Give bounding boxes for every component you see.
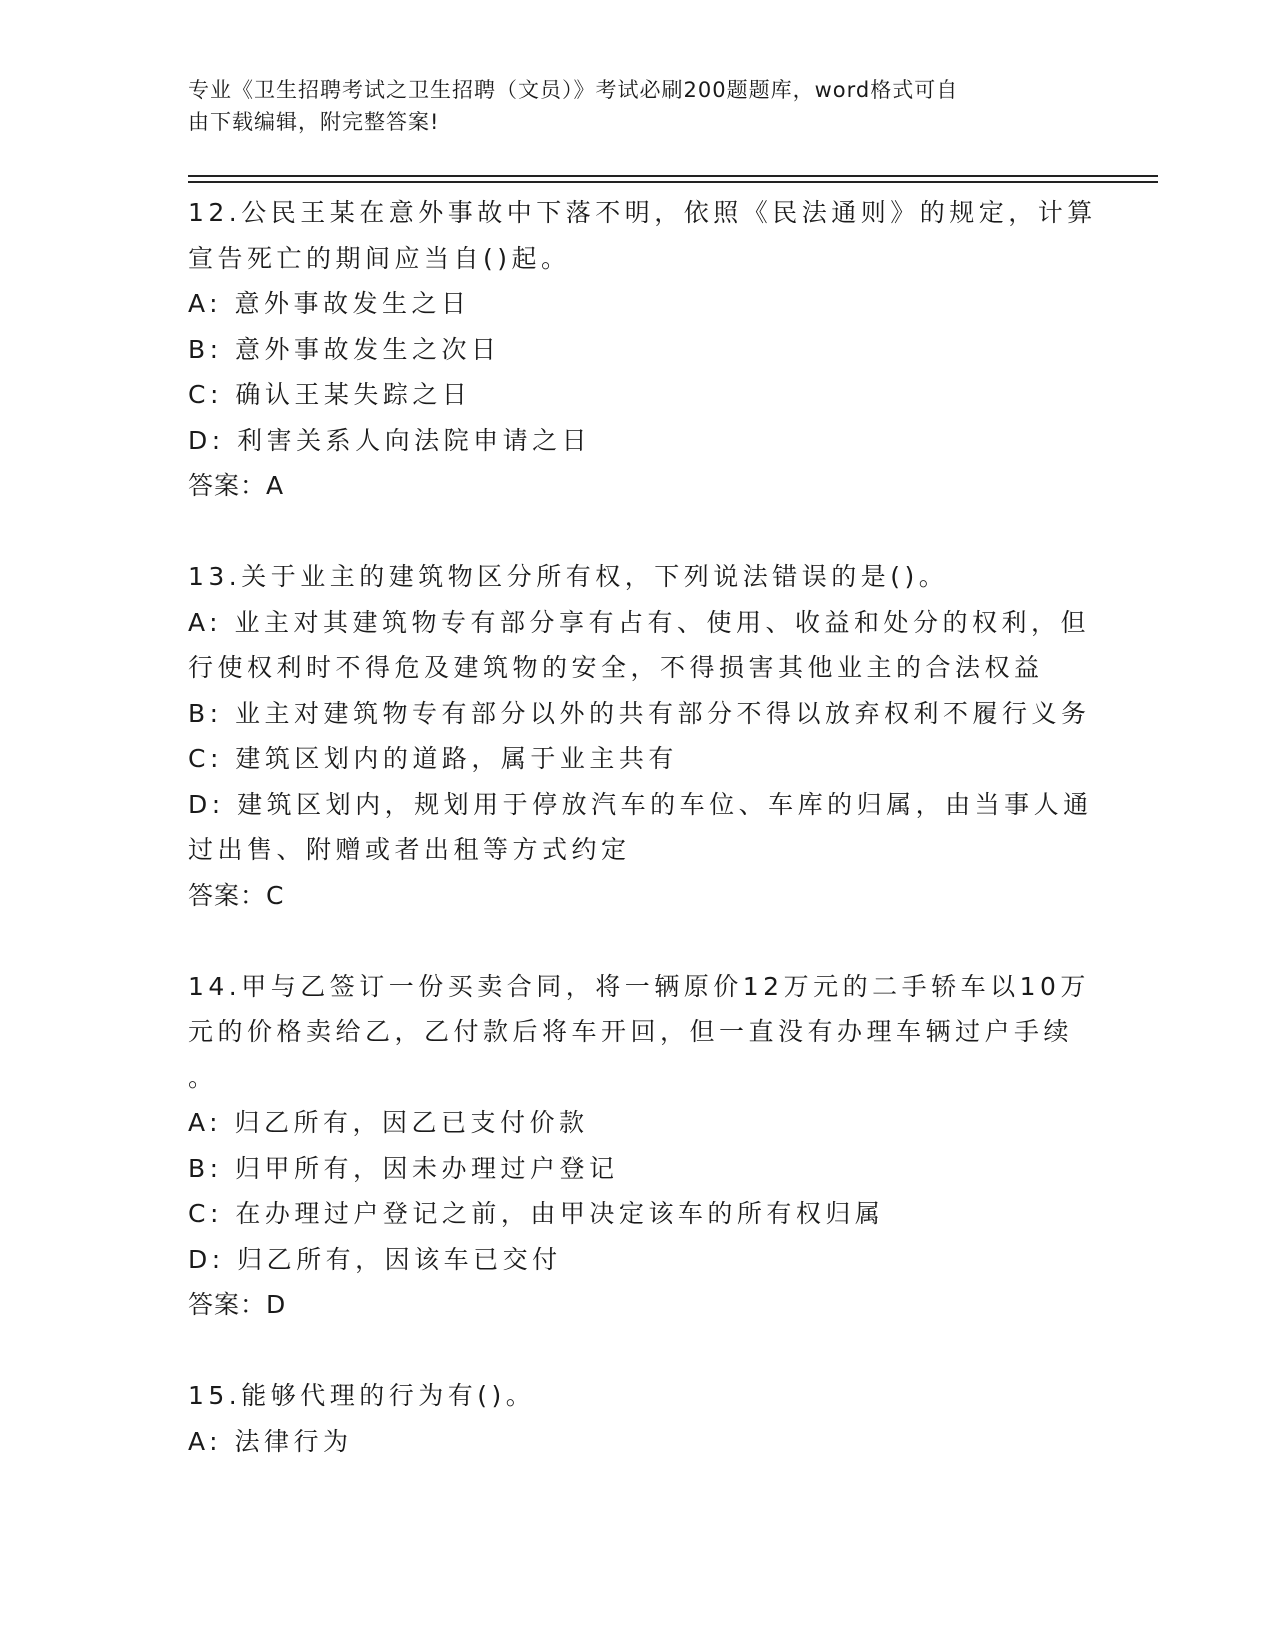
header-rule-top: [188, 175, 1158, 177]
option-d: D: 建筑区划内，规划用于停放汽车的车位、车库的归属，由当事人通: [188, 789, 1093, 819]
option-a: A: 法律行为: [188, 1426, 353, 1456]
question-stem-line: 元的价格卖给乙，乙付款后将车开回，但一直没有办理车辆过户手续: [188, 1017, 1074, 1046]
option-c: C: 在办理过户登记之前，由甲决定该车的所有权归属: [188, 1199, 885, 1228]
option-d-continued: 过出售、附赠或者出租等方式约定: [188, 835, 631, 864]
question-stem-line: 宣告死亡的期间应当自()起。: [188, 243, 571, 273]
question-15: [188, 1373, 1088, 1464]
answer-line: 答案：C: [188, 880, 285, 910]
option-a: A: 归乙所有，因乙已支付价款: [188, 1108, 589, 1137]
header-line-2: 由下载编辑，附完整答案!: [188, 110, 440, 134]
option-a: A: 业主对其建筑物专有部分享有占有、使用、收益和处分的权利，但: [188, 607, 1091, 637]
question-stem-line: 14.甲与乙签订一份买卖合同，将一辆原价12万元的二手轿车以10万: [188, 971, 1090, 1001]
question-stem-line: 15.能够代理的行为有()。: [188, 1381, 536, 1410]
option-a-continued: 行使权利时不得危及建筑物的安全，不得损害其他业主的合法权益: [188, 653, 1044, 682]
option-b: B: 意外事故发生之次日: [188, 334, 501, 364]
answer-line: 答案：D: [188, 1290, 287, 1319]
option-d: D: 归乙所有，因该车已交付: [188, 1244, 562, 1274]
option-b: B: 业主对建筑物专有部分以外的共有部分不得以放弃权利不履行义务: [188, 698, 1091, 728]
option-c: C: 确认王某失踪之日: [188, 380, 472, 409]
header-line-1: 专业《卫生招聘考试之卫生招聘（文员）》考试必刷200题题库，word格式可自: [188, 78, 959, 102]
spacer: [188, 1328, 1088, 1374]
spacer: [188, 509, 1088, 555]
question-13: [188, 554, 1093, 918]
document-header: [188, 74, 1068, 138]
header-rule-bottom: [188, 181, 1158, 183]
question-stem-line: 13.关于业主的建筑物区分所有权，下列说法错误的是()。: [188, 562, 949, 591]
option-c: C: 建筑区划内的道路，属于业主共有: [188, 744, 678, 773]
question-12: [188, 190, 1097, 509]
option-b: B: 归甲所有，因未办理过户登记: [188, 1153, 619, 1183]
option-d: D: 利害关系人向法院申请之日: [188, 425, 592, 455]
question-14: [188, 964, 1088, 1328]
question-list: [188, 190, 1097, 1464]
option-a: A: 意外事故发生之日: [188, 289, 471, 318]
question-stem-line: 12.公民王某在意外事故中下落不明，依照《民法通则》的规定，计算: [188, 198, 1097, 227]
question-stem-line: 。: [188, 1062, 218, 1092]
spacer: [188, 918, 1088, 964]
answer-line: 答案：A: [188, 471, 285, 500]
